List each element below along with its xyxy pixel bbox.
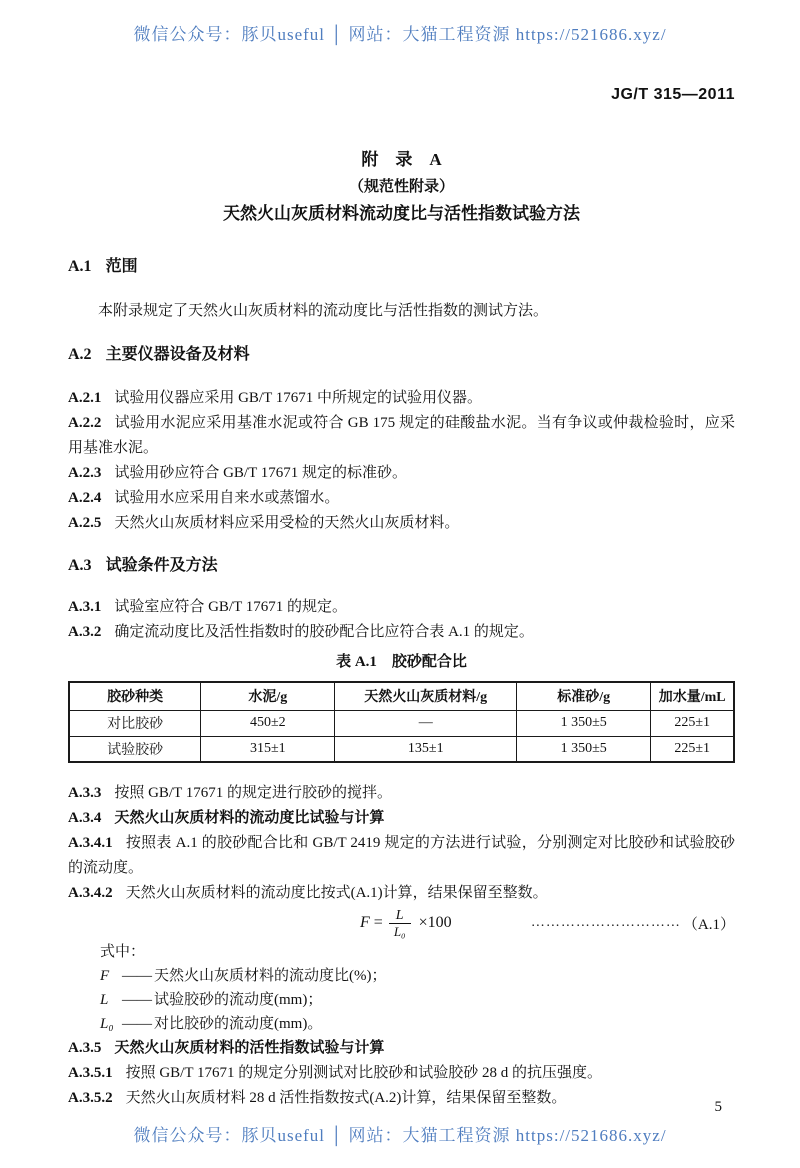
clause-number: A.3.4.1: [68, 835, 113, 851]
clause-text: 试验用仪器应采用 GB/T 17671 中所规定的试验用仪器。: [114, 390, 482, 406]
section-number: A.3: [68, 557, 92, 574]
table-cell: 225±1: [651, 710, 734, 736]
table-cell: 225±1: [651, 736, 734, 762]
table-cell: 450±2: [201, 710, 335, 736]
legend-item-F: [100, 964, 735, 988]
clause-a3-4-2: [68, 881, 735, 906]
table-header-cell: 天然火山灰质材料/g: [335, 682, 517, 710]
clause-a3-5-heading: [68, 1036, 735, 1061]
clause-a2-4: [68, 486, 735, 511]
formula-leader-dots: …………………………: [530, 915, 681, 930]
section-title: 试验条件及方法: [105, 557, 218, 574]
formula-number: （A.1）: [682, 916, 735, 933]
equals-sign: =: [373, 914, 383, 931]
section-a2-heading: [68, 345, 735, 364]
clause-number: A.3.2: [68, 624, 102, 640]
clause-text: 天然火山灰质材料 28 d 活性指数按式(A.2)计算，结果保留至整数。: [125, 1090, 567, 1106]
legend-intro: 式中：: [100, 944, 146, 960]
clause-list-a2: [68, 386, 735, 536]
clause-a2-5: [68, 511, 735, 536]
table-header-row: [69, 682, 734, 710]
table-caption: 表 A.1 胶砂配合比: [336, 654, 467, 670]
clause-a3-4-1: [68, 831, 735, 881]
table-cell: —: [335, 710, 517, 736]
clause-number: A.3.5.1: [68, 1065, 113, 1081]
clause-number: A.3.4: [68, 810, 102, 826]
clause-a3-2: [68, 620, 735, 645]
clause-text: 试验室应符合 GB/T 17671 的规定。: [114, 599, 347, 615]
formula-expression: [360, 908, 452, 939]
legend-symbol: L₀: [100, 1016, 114, 1032]
clause-number: A.2.2: [68, 415, 102, 431]
watermark-footer: 微信公众号：豚贝useful │ 网站：大猫工程资源 https://521686.xyz/: [133, 1126, 667, 1145]
clause-text: 确定流动度比及活性指数时的胶砂配合比应符合表 A.1 的规定。: [114, 624, 534, 640]
clause-text: 试验用水应采用自来水或蒸馏水。: [114, 490, 340, 506]
table-cell: 1 350±5: [517, 710, 651, 736]
table-header-cell: 水泥/g: [201, 682, 335, 710]
table-header-cell: 标准砂/g: [517, 682, 651, 710]
formula-legend: [100, 940, 735, 1036]
clause-text: 试验用水泥应采用基准水泥或符合 GB 175 规定的硅酸盐水泥。当有争议或仲裁检验时，应采用基准水泥。: [68, 415, 735, 456]
clause-text: 按照 GB/T 17671 的规定进行胶砂的搅拌。: [114, 785, 392, 801]
clause-number: A.2.4: [68, 490, 102, 506]
legend-dash: ——: [122, 968, 152, 984]
appendix-title: 附 录 A: [361, 150, 442, 169]
clause-text: 按照 GB/T 17671 的规定分别测试对比胶砂和试验胶砂 28 d 的抗压强度。: [125, 1065, 602, 1081]
fraction-numerator: L: [389, 908, 411, 924]
table-cell: 试验胶砂: [69, 736, 201, 762]
section-a1-heading: [68, 257, 735, 276]
clause-number: A.3.4.2: [68, 885, 113, 901]
times-100: ×100: [418, 914, 452, 931]
formula-variable-F: F: [360, 914, 370, 931]
clause-a3-5-1: [68, 1061, 735, 1086]
clause-list-a3-5: [68, 1036, 735, 1111]
mix-ratio-table: [68, 681, 735, 763]
section-a3-heading: [68, 556, 735, 575]
section-number: A.1: [68, 258, 92, 275]
appendix-name: 天然火山灰质材料流动度比与活性指数试验方法: [223, 204, 580, 223]
clause-text: 按照表 A.1 的胶砂配合比和 GB/T 2419 规定的方法进行试验，分别测定对比胶砂和试验胶砂的流动度。: [68, 835, 735, 876]
fraction-denominator: L₀: [393, 923, 406, 939]
legend-description: 对比胶砂的流动度(mm)。: [154, 1016, 323, 1032]
clause-number: A.3.1: [68, 599, 102, 615]
paragraph-a1-intro: 本附录规定了天然火山灰质材料的流动度比与活性指数的测试方法。: [98, 303, 549, 319]
formula-reference: [531, 913, 735, 934]
legend-dash: ——: [122, 992, 152, 1008]
legend-symbol: F: [100, 968, 110, 984]
appendix-type: （规范性附录）: [348, 179, 454, 195]
clause-list-a3-continued: [68, 781, 735, 906]
table-header-cell: 胶砂种类: [69, 682, 201, 710]
legend-symbol: L: [100, 992, 109, 1008]
table-cell: 315±1: [201, 736, 335, 762]
watermark-header: 微信公众号：豚贝useful │ 网站：大猫工程资源 https://521686.xyz/: [133, 25, 667, 44]
section-number: A.2: [68, 346, 92, 363]
clause-a2-3: [68, 461, 735, 486]
clause-a3-4-heading: [68, 806, 735, 831]
clause-list-a3: [68, 595, 735, 645]
clause-number: A.2.1: [68, 390, 102, 406]
clause-number: A.3.5.2: [68, 1090, 113, 1106]
legend-item-L: [100, 988, 735, 1012]
clause-a2-1: [68, 386, 735, 411]
table-cell: 对比胶砂: [69, 710, 201, 736]
clause-text: 试验用砂应符合 GB/T 17671 规定的标准砂。: [114, 465, 407, 481]
legend-item-L0: [100, 1012, 735, 1036]
table-row: [69, 710, 734, 736]
clause-title: 天然火山灰质材料的活性指数试验与计算: [114, 1040, 385, 1056]
table-header-cell: 加水量/mL: [651, 682, 734, 710]
clause-a3-1: [68, 595, 735, 620]
legend-description: 试验胶砂的流动度(mm)；: [154, 992, 323, 1008]
clause-number: A.3.5: [68, 1040, 102, 1056]
formula-a1: [68, 906, 735, 940]
clause-number: A.2.5: [68, 515, 102, 531]
section-title: 范围: [105, 258, 138, 275]
clause-a2-2: [68, 411, 735, 461]
table-cell: 1 350±5: [517, 736, 651, 762]
standard-code: JG/T 315—2011: [611, 86, 735, 103]
page-number: 5: [714, 1099, 722, 1115]
fraction: [389, 908, 411, 939]
clause-text: 天然火山灰质材料应采用受检的天然火山灰质材料。: [114, 515, 460, 531]
table-cell: 135±1: [335, 736, 517, 762]
clause-text: 天然火山灰质材料的流动度比按式(A.1)计算，结果保留至整数。: [125, 885, 548, 901]
section-title: 主要仪器设备及材料: [105, 346, 250, 363]
clause-number: A.3.3: [68, 785, 102, 801]
legend-dash: ——: [122, 1016, 152, 1032]
clause-a3-3: [68, 781, 735, 806]
table-row: [69, 736, 734, 762]
legend-description: 天然火山灰质材料的流动度比(%)；: [154, 968, 387, 984]
clause-a3-5-2: [68, 1086, 735, 1111]
clause-number: A.2.3: [68, 465, 102, 481]
clause-title: 天然火山灰质材料的流动度比试验与计算: [114, 810, 385, 826]
